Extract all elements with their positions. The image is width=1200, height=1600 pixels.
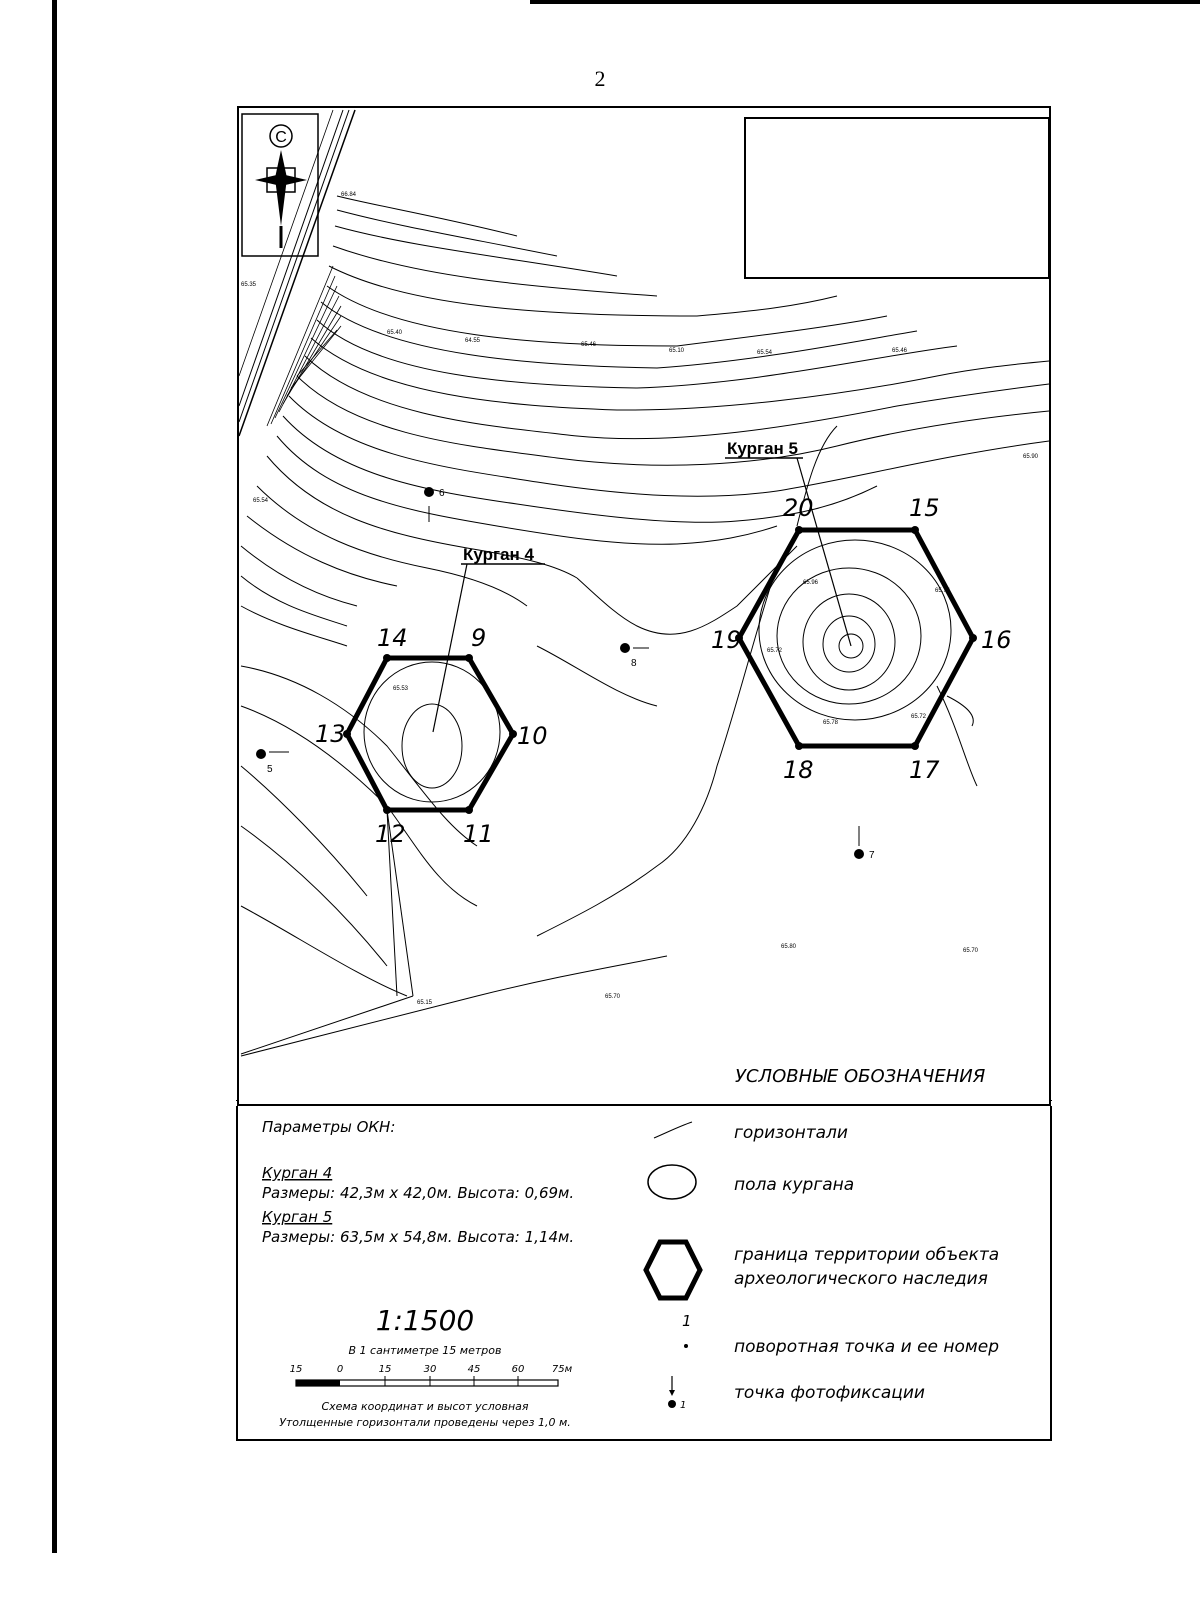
svg-text:65.72: 65.72 <box>767 648 783 654</box>
params-k4-name: Курган 4 <box>262 1164 333 1182</box>
svg-text:75м: 75м <box>551 1364 573 1375</box>
legend-boundary-symbol <box>646 1242 700 1298</box>
mound5-point-20: 20 <box>783 494 814 522</box>
mound4-label: Курган 4 <box>463 545 534 564</box>
scale-ratio: 1:1500 <box>375 1304 475 1337</box>
mound5-point-18: 18 <box>783 756 814 784</box>
mound5-point-17: 17 <box>909 756 940 784</box>
svg-text:65.35: 65.35 <box>241 282 257 288</box>
scale-footer-1: Схема координат и высот условная <box>321 1400 529 1413</box>
svg-text:65.40: 65.40 <box>387 330 403 336</box>
legend-title: УСЛОВНЫЕ ОБОЗНАЧЕНИЯ <box>735 1066 986 1087</box>
mound4-point-11: 11 <box>463 820 494 848</box>
scale-block <box>279 1304 572 1429</box>
svg-text:65.72: 65.72 <box>911 714 927 720</box>
params-k5-size: Размеры: 63,5м х 54,8м. Высота: 1,14м. <box>262 1228 575 1246</box>
legend <box>735 1066 986 1087</box>
svg-text:65.15: 65.15 <box>417 1000 433 1006</box>
legend-boundary-1: граница территории объекта <box>734 1245 1000 1265</box>
legend-photo-symbol <box>668 1400 676 1408</box>
svg-text:65.80: 65.80 <box>781 944 797 950</box>
mound4-point-10: 10 <box>517 722 548 750</box>
north-letter: С <box>275 129 287 146</box>
mound5-point-15: 15 <box>909 494 940 522</box>
svg-text:45: 45 <box>467 1364 481 1375</box>
params-title: Параметры ОКН: <box>262 1118 396 1136</box>
svg-text:30: 30 <box>423 1364 437 1375</box>
legend-contour-symbol <box>654 1122 692 1138</box>
mound4-point-12: 12 <box>375 820 406 848</box>
svg-text:7: 7 <box>869 850 875 861</box>
svg-text:15: 15 <box>289 1364 303 1375</box>
scale-note: В 1 сантиметре 15 метров <box>348 1344 502 1357</box>
lower-panel <box>0 1100 1200 1600</box>
legend-entries <box>646 1122 999 1411</box>
svg-text:65.70: 65.70 <box>963 948 979 954</box>
svg-text:0: 0 <box>336 1364 344 1375</box>
params-k4-size: Размеры: 42,3м х 42,0м. Высота: 0,69м. <box>262 1184 575 1202</box>
legend-contours: горизонтали <box>734 1123 848 1143</box>
scale-footer-2: Утолщенные горизонтали проведены через 1,0 м. <box>279 1416 571 1429</box>
page-number: 2 <box>594 66 606 91</box>
mound5-label: Курган 5 <box>727 439 798 458</box>
mound5-point-16: 16 <box>981 626 1012 654</box>
mound4-point-13: 13 <box>315 720 346 748</box>
map-border <box>238 107 1050 1105</box>
legend-photo-num: 1 <box>680 1400 687 1411</box>
svg-text:65.96: 65.96 <box>803 580 819 586</box>
svg-text:65.46: 65.46 <box>581 342 597 348</box>
mound4-point-9: 9 <box>471 624 487 652</box>
svg-text:65.78: 65.78 <box>823 720 839 726</box>
svg-text:66.84: 66.84 <box>341 192 357 198</box>
mound4-point-14: 14 <box>377 624 408 652</box>
legend-turn-point-num: 1 <box>682 1312 692 1330</box>
svg-text:15: 15 <box>378 1364 392 1375</box>
svg-text:65.70: 65.70 <box>605 994 621 1000</box>
svg-text:65.46: 65.46 <box>892 348 908 354</box>
svg-text:65.10: 65.10 <box>669 348 685 354</box>
svg-text:5: 5 <box>267 764 273 775</box>
legend-boundary-2: археологического наследия <box>734 1269 988 1289</box>
svg-text:8: 8 <box>631 658 637 669</box>
params-k5-name: Курган 5 <box>262 1208 333 1226</box>
svg-text:65.54: 65.54 <box>253 498 269 504</box>
mound5-point-19: 19 <box>711 626 742 654</box>
page-border-top <box>530 0 1200 4</box>
svg-text:6: 6 <box>439 488 445 499</box>
svg-text:65.90: 65.90 <box>1023 454 1039 460</box>
svg-text:64.55: 64.55 <box>465 338 481 344</box>
legend-turn-point: поворотная точка и ее номер <box>734 1337 999 1357</box>
svg-text:65.74: 65.74 <box>935 588 951 594</box>
svg-text:60: 60 <box>511 1364 525 1375</box>
legend-turn-point-symbol <box>684 1344 688 1348</box>
legend-mound-base: пола кургана <box>734 1175 855 1195</box>
map-frame <box>237 106 1051 1106</box>
svg-text:65.54: 65.54 <box>757 350 773 356</box>
legend-photo: точка фотофиксации <box>734 1383 925 1403</box>
svg-text:65.53: 65.53 <box>393 686 409 692</box>
legend-mound-symbol <box>648 1165 696 1199</box>
